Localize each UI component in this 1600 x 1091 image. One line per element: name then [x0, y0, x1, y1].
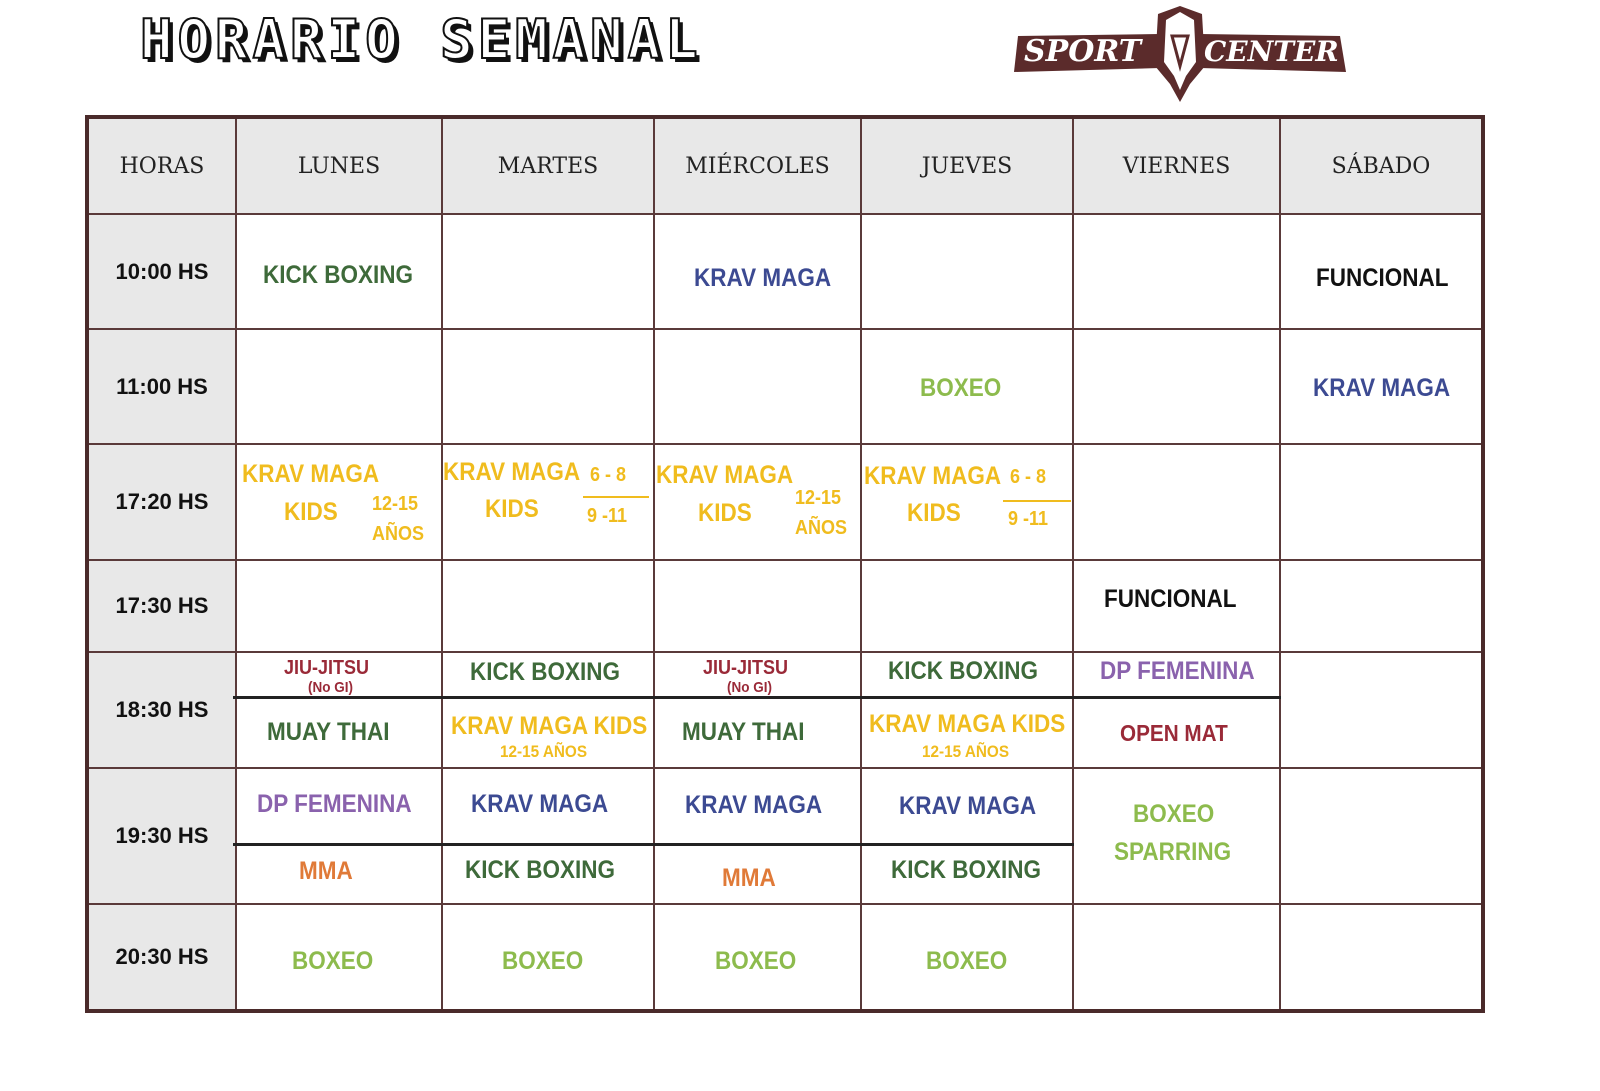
hour-20-30: 20:30 HS [89, 905, 237, 1009]
class-jueves-2030-boxeo: BOXEO [926, 947, 1008, 975]
cell [237, 330, 443, 445]
class-viernes-1830-dp-femenina: DP FEMENINA [1100, 657, 1255, 685]
logo-graphic [1010, 6, 1350, 106]
class-jueves-1830-krav-maga-kids: KRAV MAGA KIDS [869, 710, 1066, 738]
hour-17-30: 17:30 HS [89, 561, 237, 653]
class-miercoles-1830-jiu-jitsu: JIU-JITSU [703, 657, 789, 679]
age-divider [1003, 500, 1071, 502]
cell [862, 561, 1074, 653]
cell [443, 330, 655, 445]
class-lunes-2030-boxeo: BOXEO [292, 947, 374, 975]
hour-17-20: 17:20 HS [89, 445, 237, 561]
header-lunes: LUNES [237, 119, 443, 215]
class-lunes-1720-anos: AÑOS [372, 523, 425, 545]
hour-10-00: 10:00 HS [89, 215, 237, 330]
class-miercoles-1930-mma: MMA [722, 864, 776, 892]
class-miercoles-1930-krav-maga: KRAV MAGA [685, 791, 823, 819]
class-martes-1930-krav-maga: KRAV MAGA [471, 790, 609, 818]
header-sabado: SÁBADO [1281, 119, 1481, 215]
class-miercoles-2030-boxeo: BOXEO [715, 947, 797, 975]
split-line-18-30 [233, 696, 1281, 699]
header-martes: MARTES [443, 119, 655, 215]
cell [1281, 445, 1481, 561]
split-line-19-30 [233, 843, 1074, 846]
cell [237, 561, 443, 653]
class-sabado-10-funcional: FUNCIONAL [1316, 264, 1449, 292]
hour-18-30: 18:30 HS [89, 653, 237, 769]
schedule-table [85, 115, 1485, 1013]
class-martes-1720-age-9-11: 9 -11 [587, 505, 628, 527]
class-martes-1930-kick-boxing: KICK BOXING [465, 856, 616, 884]
header-viernes: VIERNES [1074, 119, 1281, 215]
class-sabado-11-krav-maga: KRAV MAGA [1313, 374, 1451, 402]
class-lunes-1830-jiu-jitsu: JIU-JITSU [284, 657, 370, 679]
class-martes-2030-boxeo: BOXEO [502, 947, 584, 975]
cell [443, 561, 655, 653]
class-jueves-1720-kids: KIDS [907, 499, 961, 527]
class-lunes-10-kick-boxing: KICK BOXING [263, 261, 414, 289]
class-lunes-1830-no-gi: (No GI) [308, 679, 353, 696]
class-miercoles-10-krav-maga: KRAV MAGA [694, 264, 832, 292]
logo-text-center: CENTER [1204, 35, 1339, 68]
class-lunes-1930-mma: MMA [299, 857, 353, 885]
class-miercoles-1720-anos: AÑOS [795, 517, 848, 539]
class-viernes-1730-funcional: FUNCIONAL [1104, 585, 1237, 613]
class-miercoles-1720-kids: KIDS [698, 499, 752, 527]
class-martes-1830-kick-boxing: KICK BOXING [470, 658, 621, 686]
class-martes-1830-age: 12-15 AÑOS [500, 742, 588, 761]
cell [1074, 769, 1281, 905]
cell [1281, 653, 1481, 769]
class-martes-1720-kids: KIDS [485, 495, 539, 523]
class-jueves-1930-krav-maga: KRAV MAGA [899, 792, 1037, 820]
class-lunes-1830-muay-thai: MUAY THAI [267, 718, 390, 746]
page-title: HORARIO SEMANAL [140, 8, 703, 71]
cell [443, 215, 655, 330]
class-viernes-1830-open-mat: OPEN MAT [1120, 720, 1228, 746]
class-lunes-1720-kids: KIDS [284, 498, 338, 526]
cell [1281, 905, 1481, 1009]
class-martes-1720-age-6-8: 6 - 8 [590, 464, 627, 486]
class-lunes-1930-dp-femenina: DP FEMENINA [257, 790, 412, 818]
class-miercoles-1720-age: 12-15 [795, 487, 842, 509]
cell [1281, 769, 1481, 905]
cell [655, 561, 862, 653]
class-viernes-1930-boxeo: BOXEO [1133, 800, 1215, 828]
header-jueves: JUEVES [862, 119, 1074, 215]
class-miercoles-1830-muay-thai: MUAY THAI [682, 718, 805, 746]
class-martes-1720-krav-maga: KRAV MAGA [443, 458, 581, 486]
header-horas: HORAS [89, 119, 237, 215]
cell [1281, 561, 1481, 653]
cell [1074, 215, 1281, 330]
sport-center-logo [1010, 6, 1350, 106]
class-jueves-1720-krav-maga: KRAV MAGA [864, 462, 1002, 490]
cell [1074, 445, 1281, 561]
class-viernes-1930-sparring: SPARRING [1114, 838, 1232, 866]
class-miercoles-1830-no-gi: (No GI) [727, 679, 772, 696]
class-jueves-11-boxeo: BOXEO [920, 374, 1002, 402]
class-jueves-1830-age: 12-15 AÑOS [922, 742, 1010, 761]
cell [655, 330, 862, 445]
class-jueves-1830-kick-boxing: KICK BOXING [888, 657, 1039, 685]
cell [862, 215, 1074, 330]
class-jueves-1930-kick-boxing: KICK BOXING [891, 856, 1042, 884]
class-lunes-1720-age: 12-15 [372, 493, 419, 515]
cell [1074, 905, 1281, 1009]
age-divider [583, 496, 649, 498]
class-jueves-1720-age-9-11: 9 -11 [1008, 508, 1049, 530]
class-miercoles-1720-krav-maga: KRAV MAGA [656, 461, 794, 489]
hour-19-30: 19:30 HS [89, 769, 237, 905]
class-martes-1830-krav-maga-kids: KRAV MAGA KIDS [451, 712, 648, 740]
hour-11-00: 11:00 HS [89, 330, 237, 445]
header-miercoles: MIÉRCOLES [655, 119, 862, 215]
class-lunes-1720-krav-maga: KRAV MAGA [242, 460, 380, 488]
class-jueves-1720-age-6-8: 6 - 8 [1010, 466, 1047, 488]
logo-text-sport: SPORT [1024, 34, 1142, 69]
cell [1074, 330, 1281, 445]
